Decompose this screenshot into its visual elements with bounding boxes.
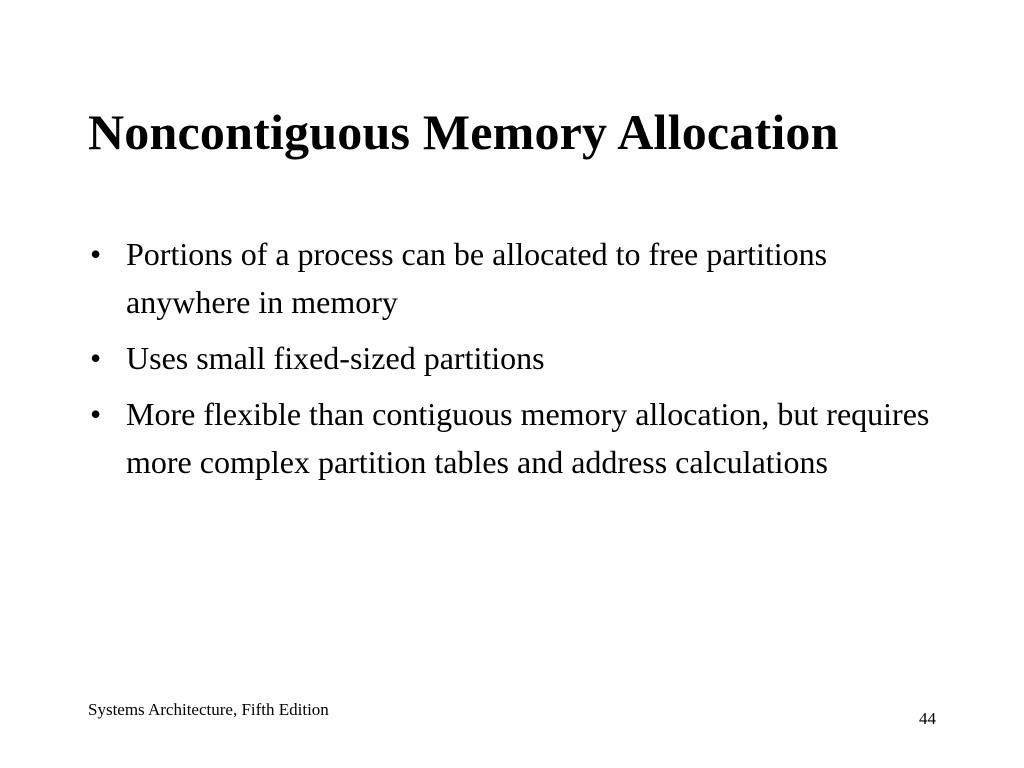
bullet-item (90, 390, 950, 486)
bullet-text: Uses small fixed-sized partitions (126, 340, 545, 376)
bullet-icon: • (90, 396, 102, 432)
page-number: 44 (919, 709, 936, 728)
bullet-icon: • (90, 236, 102, 272)
footer-text: Systems Architecture, Fifth Edition (88, 700, 329, 719)
slide-title: Noncontiguous Memory Allocation (88, 104, 839, 160)
bullet-text: Portions of a process can be allocated to free partitions anywhere in memory (126, 236, 828, 320)
bullet-item (90, 230, 950, 326)
bullet-list (90, 230, 950, 494)
bullet-item (90, 334, 950, 382)
bullet-icon: • (90, 340, 102, 376)
bullet-text: More flexible than contiguous memory allocation, but requires more complex partition tables and address calculations (126, 396, 930, 480)
